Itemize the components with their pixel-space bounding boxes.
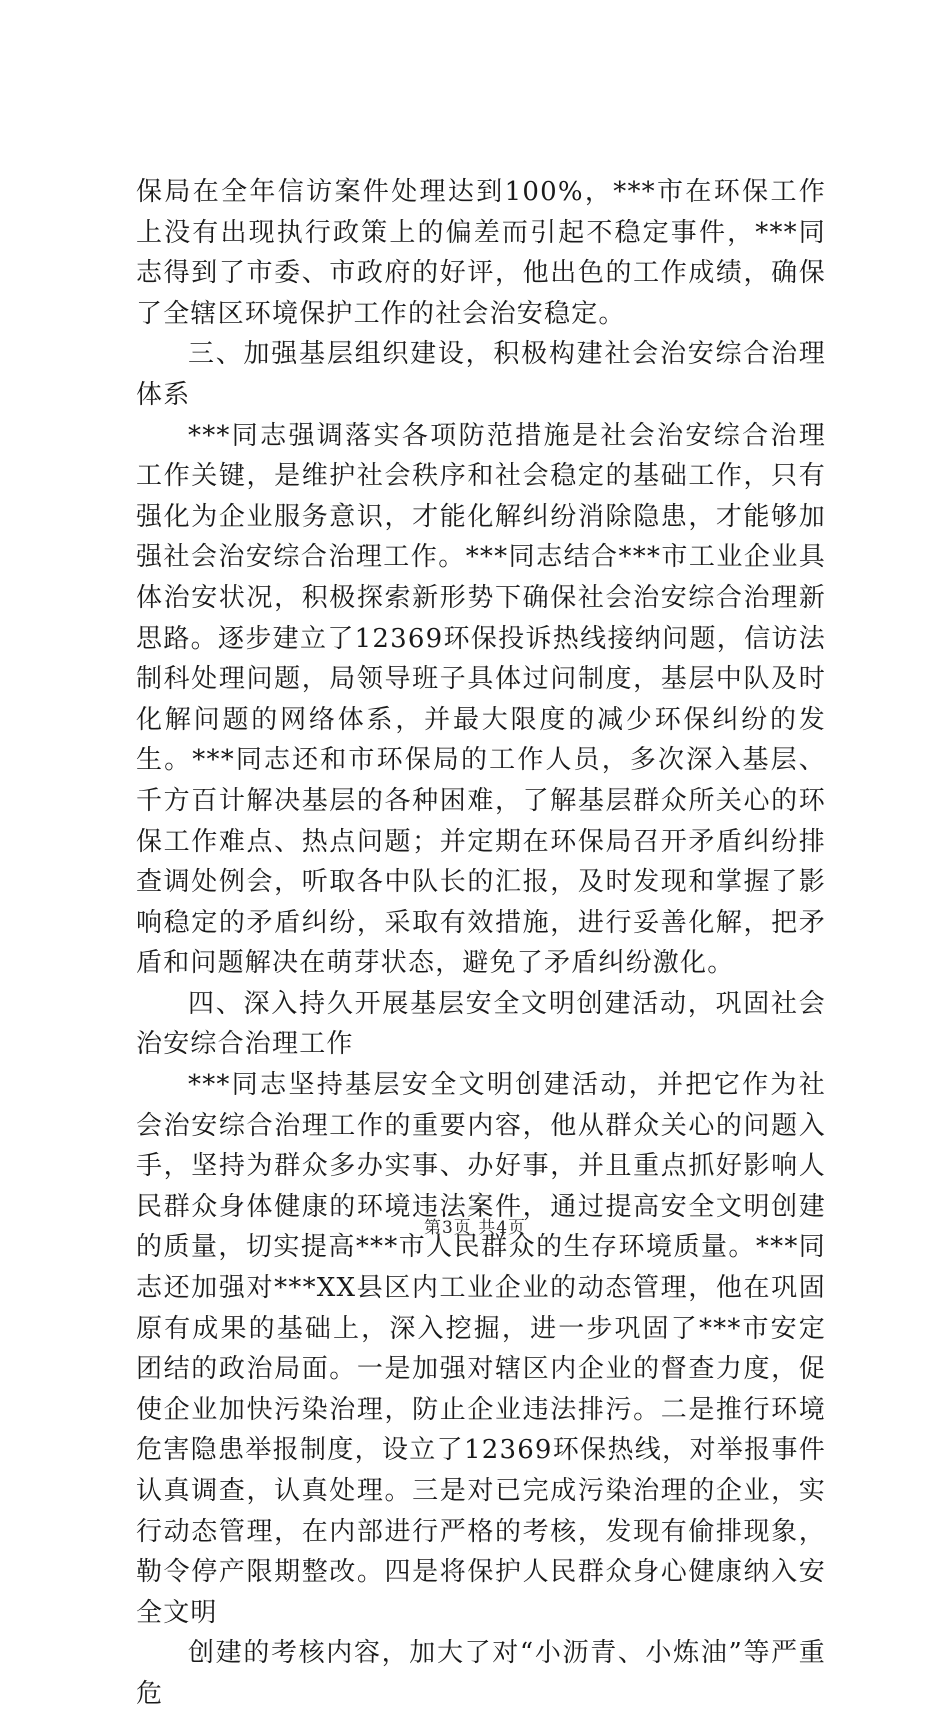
document-body: [136, 172, 826, 1715]
section-heading-3: 三、加强基层组织建设，积极构建社会治安综合治理体系: [136, 339, 826, 410]
paragraph-continuation: 保局在全年信访案件处理达到100%，***市在环保工作上没有出现执行政策上的偏差而引起不稳定事件，***同志得到了市委、市政府的好评，他出色的工作成绩，确保了全辖区环境保护工作的社会治安稳定。: [136, 177, 826, 329]
paragraph-section-4: ***同志坚持基层安全文明创建活动，并把它作为社会治安综合治理工作的重要内容，他从群众关心的问题入手，坚持为群众多办实事、办好事，并且重点抓好影响人民群众身体健康的环境违法案件，通过提高安全文明创建的质量，切实提高***市人民群众的生存环境质量。***同志还加强对***XX县区内工业企业的动态管理，他在巩固原有成果的基础上，深入挖掘，进一步巩固了***市安定团结的政治局面。一是加强对辖区内企业的督查力度，促使企业加快污染治理，防止企业违法排污。二是推行环境危害隐患举报制度，设立了12369环保热线，对举报事件认真调查，认真处理。三是对已完成污染治理的企业，实行动态管理，在内部进行严格的考核，发现有偷排现象，勒令停产限期整改。四是将保护人民群众身心健康纳入安全文明: [136, 1070, 826, 1628]
section-heading-4: 四、深入持久开展基层安全文明创建活动，巩固社会治安综合治理工作: [136, 988, 826, 1060]
paragraph-trailing: 创建的考核内容，加大了对“小沥青、小炼油”等严重危: [136, 1638, 826, 1709]
paragraph-section-3: ***同志强调落实各项防范措施是社会治安综合治理工作关键，是维护社会秩序和社会稳定的基础工作，只有强化为企业服务意识，才能化解纠纷消除隐患，才能够加强社会治安综合治理工作。***同志结合***市工业企业具体治安状况，积极探索新形势下确保社会治安综合治理新思路。逐步建立了12369环保投诉热线接纳问题，信访法制科处理问题，局领导班子具体过问制度，基层中队及时化解问题的网络体系，并最大限度的减少环保纠纷的发生。***同志还和市环保局的工作人员，多次深入基层、千方百计解决基层的各种困难，了解基层群众所关心的环保工作难点、热点问题；并定期在环保局召开矛盾纠纷排查调处例会，听取各中队长的汇报，及时发现和掌握了影响稳定的矛盾纠纷，采取有效措施，进行妥善化解，把矛盾和问题解决在萌芽状态，避免了矛盾纠纷激化。: [136, 420, 826, 979]
page-footer: 第3页 共4页: [423, 1218, 527, 1238]
